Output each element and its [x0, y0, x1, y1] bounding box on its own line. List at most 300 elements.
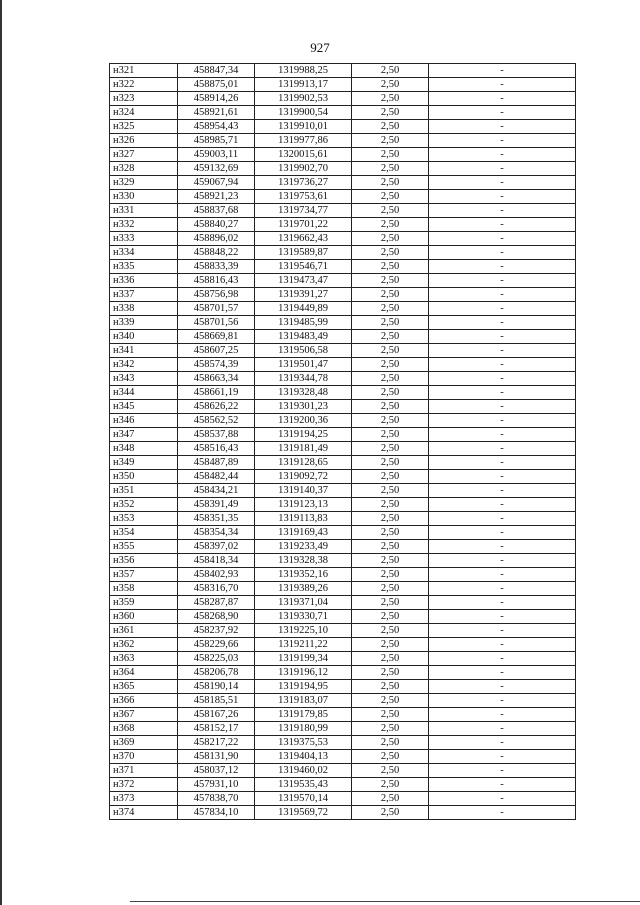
page-number: 927: [310, 40, 330, 55]
x-coordinate-cell: 458418,34: [178, 554, 255, 568]
description-cell: -: [429, 372, 576, 386]
accuracy-cell: 2,50: [352, 792, 429, 806]
x-coordinate-cell: 458131,90: [178, 750, 255, 764]
description-cell: -: [429, 428, 576, 442]
x-coordinate-cell: 458875,01: [178, 78, 255, 92]
point-name-cell: н338: [110, 302, 178, 316]
point-name-cell: н370: [110, 750, 178, 764]
y-coordinate-cell: 1319180,99: [255, 722, 352, 736]
description-cell: -: [429, 736, 576, 750]
x-coordinate-cell: 458487,89: [178, 456, 255, 470]
table-row: [110, 806, 576, 820]
table-row: [110, 302, 576, 316]
description-cell: -: [429, 344, 576, 358]
y-coordinate-cell: 1319535,43: [255, 778, 352, 792]
accuracy-cell: 2,50: [352, 64, 429, 78]
description-cell: -: [429, 78, 576, 92]
point-name-cell: н357: [110, 568, 178, 582]
table-row: [110, 162, 576, 176]
description-cell: -: [429, 190, 576, 204]
x-coordinate-cell: 458287,87: [178, 596, 255, 610]
y-coordinate-cell: 1319736,27: [255, 176, 352, 190]
point-name-cell: н368: [110, 722, 178, 736]
x-coordinate-cell: 458669,81: [178, 330, 255, 344]
table-row: [110, 694, 576, 708]
accuracy-cell: 2,50: [352, 694, 429, 708]
x-coordinate-cell: 458167,26: [178, 708, 255, 722]
x-coordinate-cell: 458756,98: [178, 288, 255, 302]
accuracy-cell: 2,50: [352, 204, 429, 218]
description-cell: -: [429, 638, 576, 652]
table-row: [110, 568, 576, 582]
y-coordinate-cell: 1319391,27: [255, 288, 352, 302]
description-cell: -: [429, 666, 576, 680]
accuracy-cell: 2,50: [352, 288, 429, 302]
y-coordinate-cell: 1319913,17: [255, 78, 352, 92]
description-cell: -: [429, 274, 576, 288]
table-row: [110, 512, 576, 526]
y-coordinate-cell: 1319328,38: [255, 554, 352, 568]
description-cell: -: [429, 176, 576, 190]
point-name-cell: н355: [110, 540, 178, 554]
x-coordinate-cell: 458397,02: [178, 540, 255, 554]
x-coordinate-cell: 458840,27: [178, 218, 255, 232]
accuracy-cell: 2,50: [352, 778, 429, 792]
accuracy-cell: 2,50: [352, 176, 429, 190]
x-coordinate-cell: 458921,23: [178, 190, 255, 204]
point-name-cell: н372: [110, 778, 178, 792]
table-row: [110, 442, 576, 456]
accuracy-cell: 2,50: [352, 78, 429, 92]
table-row: [110, 610, 576, 624]
table-row: [110, 638, 576, 652]
point-name-cell: н325: [110, 120, 178, 134]
y-coordinate-cell: 1319199,34: [255, 652, 352, 666]
x-coordinate-cell: 458896,02: [178, 232, 255, 246]
y-coordinate-cell: 1319344,78: [255, 372, 352, 386]
accuracy-cell: 2,50: [352, 666, 429, 680]
point-name-cell: н364: [110, 666, 178, 680]
accuracy-cell: 2,50: [352, 470, 429, 484]
y-coordinate-cell: 1319301,23: [255, 400, 352, 414]
description-cell: -: [429, 162, 576, 176]
table-row: [110, 358, 576, 372]
point-name-cell: н363: [110, 652, 178, 666]
accuracy-cell: 2,50: [352, 218, 429, 232]
table-row: [110, 176, 576, 190]
point-name-cell: н326: [110, 134, 178, 148]
x-coordinate-cell: 458152,17: [178, 722, 255, 736]
point-name-cell: н335: [110, 260, 178, 274]
point-name-cell: н352: [110, 498, 178, 512]
accuracy-cell: 2,50: [352, 736, 429, 750]
accuracy-cell: 2,50: [352, 372, 429, 386]
y-coordinate-cell: 1319196,12: [255, 666, 352, 680]
y-coordinate-cell: 1320015,61: [255, 148, 352, 162]
point-name-cell: н322: [110, 78, 178, 92]
y-coordinate-cell: 1319483,49: [255, 330, 352, 344]
y-coordinate-cell: 1319179,85: [255, 708, 352, 722]
description-cell: -: [429, 204, 576, 218]
point-name-cell: н343: [110, 372, 178, 386]
accuracy-cell: 2,50: [352, 316, 429, 330]
x-coordinate-cell: 458316,70: [178, 582, 255, 596]
y-coordinate-cell: 1319194,95: [255, 680, 352, 694]
accuracy-cell: 2,50: [352, 330, 429, 344]
x-coordinate-cell: 458607,25: [178, 344, 255, 358]
x-coordinate-cell: 458537,88: [178, 428, 255, 442]
x-coordinate-cell: 458268,90: [178, 610, 255, 624]
description-cell: -: [429, 750, 576, 764]
description-cell: -: [429, 288, 576, 302]
table-row: [110, 596, 576, 610]
table-row: [110, 78, 576, 92]
y-coordinate-cell: 1319546,71: [255, 260, 352, 274]
y-coordinate-cell: 1319404,13: [255, 750, 352, 764]
point-name-cell: н356: [110, 554, 178, 568]
y-coordinate-cell: 1319169,43: [255, 526, 352, 540]
x-coordinate-cell: 458921,61: [178, 106, 255, 120]
description-cell: -: [429, 806, 576, 820]
table-row: [110, 246, 576, 260]
y-coordinate-cell: 1319389,26: [255, 582, 352, 596]
description-cell: -: [429, 358, 576, 372]
y-coordinate-cell: 1319194,25: [255, 428, 352, 442]
table-row: [110, 666, 576, 680]
point-name-cell: н331: [110, 204, 178, 218]
point-name-cell: н340: [110, 330, 178, 344]
description-cell: -: [429, 330, 576, 344]
point-name-cell: н337: [110, 288, 178, 302]
x-coordinate-cell: 458954,43: [178, 120, 255, 134]
y-coordinate-cell: 1319753,61: [255, 190, 352, 204]
point-name-cell: н350: [110, 470, 178, 484]
point-name-cell: н346: [110, 414, 178, 428]
accuracy-cell: 2,50: [352, 302, 429, 316]
point-name-cell: н369: [110, 736, 178, 750]
table-row: [110, 414, 576, 428]
x-coordinate-cell: 458848,22: [178, 246, 255, 260]
point-name-cell: н321: [110, 64, 178, 78]
table-row: [110, 148, 576, 162]
description-cell: -: [429, 246, 576, 260]
accuracy-cell: 2,50: [352, 582, 429, 596]
x-coordinate-cell: 458816,43: [178, 274, 255, 288]
point-name-cell: н334: [110, 246, 178, 260]
accuracy-cell: 2,50: [352, 624, 429, 638]
x-coordinate-cell: 458402,93: [178, 568, 255, 582]
description-cell: -: [429, 694, 576, 708]
y-coordinate-cell: 1319211,22: [255, 638, 352, 652]
description-cell: -: [429, 120, 576, 134]
y-coordinate-cell: 1319092,72: [255, 470, 352, 484]
description-cell: -: [429, 624, 576, 638]
table-row: [110, 582, 576, 596]
point-name-cell: н371: [110, 764, 178, 778]
accuracy-cell: 2,50: [352, 806, 429, 820]
x-coordinate-cell: 458701,57: [178, 302, 255, 316]
point-name-cell: н327: [110, 148, 178, 162]
table-row: [110, 484, 576, 498]
description-cell: -: [429, 386, 576, 400]
bottom-rule: [130, 901, 640, 902]
table-row: [110, 204, 576, 218]
y-coordinate-cell: 1319128,65: [255, 456, 352, 470]
y-coordinate-cell: 1319233,49: [255, 540, 352, 554]
x-coordinate-cell: 458037,12: [178, 764, 255, 778]
accuracy-cell: 2,50: [352, 232, 429, 246]
accuracy-cell: 2,50: [352, 274, 429, 288]
x-coordinate-cell: 458914,26: [178, 92, 255, 106]
accuracy-cell: 2,50: [352, 708, 429, 722]
accuracy-cell: 2,50: [352, 554, 429, 568]
y-coordinate-cell: 1319501,47: [255, 358, 352, 372]
accuracy-cell: 2,50: [352, 260, 429, 274]
y-coordinate-cell: 1319473,47: [255, 274, 352, 288]
x-coordinate-cell: 457834,10: [178, 806, 255, 820]
accuracy-cell: 2,50: [352, 358, 429, 372]
description-cell: -: [429, 106, 576, 120]
table-row: [110, 134, 576, 148]
y-coordinate-cell: 1319589,87: [255, 246, 352, 260]
table-row: [110, 680, 576, 694]
x-coordinate-cell: 457931,10: [178, 778, 255, 792]
x-coordinate-cell: 458626,22: [178, 400, 255, 414]
point-name-cell: н336: [110, 274, 178, 288]
y-coordinate-cell: 1319569,72: [255, 806, 352, 820]
x-coordinate-cell: 458229,66: [178, 638, 255, 652]
point-name-cell: н344: [110, 386, 178, 400]
accuracy-cell: 2,50: [352, 596, 429, 610]
point-name-cell: н359: [110, 596, 178, 610]
table-row: [110, 288, 576, 302]
description-cell: -: [429, 64, 576, 78]
y-coordinate-cell: 1319181,49: [255, 442, 352, 456]
point-name-cell: н361: [110, 624, 178, 638]
point-name-cell: н328: [110, 162, 178, 176]
table-row: [110, 120, 576, 134]
description-cell: -: [429, 484, 576, 498]
y-coordinate-cell: 1319701,22: [255, 218, 352, 232]
table-row: [110, 386, 576, 400]
y-coordinate-cell: 1319900,54: [255, 106, 352, 120]
description-cell: -: [429, 526, 576, 540]
accuracy-cell: 2,50: [352, 764, 429, 778]
point-name-cell: н347: [110, 428, 178, 442]
table-row: [110, 232, 576, 246]
table-row: [110, 64, 576, 78]
x-coordinate-cell: 458663,34: [178, 372, 255, 386]
x-coordinate-cell: 458217,22: [178, 736, 255, 750]
x-coordinate-cell: 459132,69: [178, 162, 255, 176]
y-coordinate-cell: 1319449,89: [255, 302, 352, 316]
y-coordinate-cell: 1319375,53: [255, 736, 352, 750]
table-row: [110, 526, 576, 540]
point-name-cell: н332: [110, 218, 178, 232]
table-row: [110, 736, 576, 750]
x-coordinate-cell: 458354,34: [178, 526, 255, 540]
description-cell: -: [429, 316, 576, 330]
accuracy-cell: 2,50: [352, 400, 429, 414]
point-name-cell: н373: [110, 792, 178, 806]
description-cell: -: [429, 470, 576, 484]
y-coordinate-cell: 1319506,58: [255, 344, 352, 358]
y-coordinate-cell: 1319328,48: [255, 386, 352, 400]
accuracy-cell: 2,50: [352, 484, 429, 498]
point-name-cell: н366: [110, 694, 178, 708]
accuracy-cell: 2,50: [352, 134, 429, 148]
x-coordinate-cell: 457838,70: [178, 792, 255, 806]
accuracy-cell: 2,50: [352, 120, 429, 134]
description-cell: -: [429, 652, 576, 666]
table-row: [110, 624, 576, 638]
accuracy-cell: 2,50: [352, 680, 429, 694]
table-row: [110, 456, 576, 470]
description-cell: -: [429, 610, 576, 624]
x-coordinate-cell: 459067,94: [178, 176, 255, 190]
y-coordinate-cell: 1319902,53: [255, 92, 352, 106]
table-row: [110, 764, 576, 778]
table-row: [110, 722, 576, 736]
x-coordinate-cell: 458574,39: [178, 358, 255, 372]
table-row: [110, 750, 576, 764]
accuracy-cell: 2,50: [352, 526, 429, 540]
table-row: [110, 554, 576, 568]
description-cell: -: [429, 498, 576, 512]
accuracy-cell: 2,50: [352, 344, 429, 358]
description-cell: -: [429, 680, 576, 694]
point-name-cell: н362: [110, 638, 178, 652]
description-cell: -: [429, 708, 576, 722]
description-cell: -: [429, 260, 576, 274]
description-cell: -: [429, 134, 576, 148]
point-name-cell: н342: [110, 358, 178, 372]
accuracy-cell: 2,50: [352, 750, 429, 764]
point-name-cell: н374: [110, 806, 178, 820]
description-cell: -: [429, 764, 576, 778]
accuracy-cell: 2,50: [352, 568, 429, 582]
description-cell: -: [429, 596, 576, 610]
y-coordinate-cell: 1319460,02: [255, 764, 352, 778]
description-cell: -: [429, 582, 576, 596]
table-row: [110, 708, 576, 722]
point-name-cell: н324: [110, 106, 178, 120]
y-coordinate-cell: 1319977,86: [255, 134, 352, 148]
table-row: [110, 778, 576, 792]
x-coordinate-cell: 458847,34: [178, 64, 255, 78]
point-name-cell: н341: [110, 344, 178, 358]
table-row: [110, 792, 576, 806]
x-coordinate-cell: 458701,56: [178, 316, 255, 330]
x-coordinate-cell: 458661,19: [178, 386, 255, 400]
point-name-cell: н339: [110, 316, 178, 330]
table-row: [110, 274, 576, 288]
description-cell: -: [429, 400, 576, 414]
description-cell: -: [429, 302, 576, 316]
y-coordinate-cell: 1319330,71: [255, 610, 352, 624]
x-coordinate-cell: 458482,44: [178, 470, 255, 484]
point-name-cell: н349: [110, 456, 178, 470]
accuracy-cell: 2,50: [352, 610, 429, 624]
x-coordinate-cell: 458237,92: [178, 624, 255, 638]
coordinates-table-body: [110, 64, 576, 820]
accuracy-cell: 2,50: [352, 162, 429, 176]
table-row: [110, 400, 576, 414]
accuracy-cell: 2,50: [352, 148, 429, 162]
table-row: [110, 540, 576, 554]
description-cell: -: [429, 792, 576, 806]
y-coordinate-cell: 1319371,04: [255, 596, 352, 610]
description-cell: -: [429, 722, 576, 736]
x-coordinate-cell: 458434,21: [178, 484, 255, 498]
accuracy-cell: 2,50: [352, 106, 429, 120]
accuracy-cell: 2,50: [352, 428, 429, 442]
point-name-cell: н329: [110, 176, 178, 190]
x-coordinate-cell: 458225,03: [178, 652, 255, 666]
point-name-cell: н345: [110, 400, 178, 414]
point-name-cell: н358: [110, 582, 178, 596]
accuracy-cell: 2,50: [352, 638, 429, 652]
accuracy-cell: 2,50: [352, 190, 429, 204]
accuracy-cell: 2,50: [352, 92, 429, 106]
point-name-cell: н360: [110, 610, 178, 624]
point-name-cell: н333: [110, 232, 178, 246]
point-name-cell: н323: [110, 92, 178, 106]
y-coordinate-cell: 1319140,37: [255, 484, 352, 498]
x-coordinate-cell: 458391,49: [178, 498, 255, 512]
y-coordinate-cell: 1319902,70: [255, 162, 352, 176]
accuracy-cell: 2,50: [352, 512, 429, 526]
table-row: [110, 428, 576, 442]
description-cell: -: [429, 554, 576, 568]
accuracy-cell: 2,50: [352, 498, 429, 512]
point-name-cell: н348: [110, 442, 178, 456]
x-coordinate-cell: 458206,78: [178, 666, 255, 680]
table-row: [110, 470, 576, 484]
x-coordinate-cell: 458190,14: [178, 680, 255, 694]
table-row: [110, 652, 576, 666]
point-name-cell: н330: [110, 190, 178, 204]
x-coordinate-cell: 458837,68: [178, 204, 255, 218]
y-coordinate-cell: 1319570,14: [255, 792, 352, 806]
x-coordinate-cell: 458833,39: [178, 260, 255, 274]
y-coordinate-cell: 1319734,77: [255, 204, 352, 218]
table-row: [110, 190, 576, 204]
point-name-cell: н367: [110, 708, 178, 722]
y-coordinate-cell: 1319988,25: [255, 64, 352, 78]
description-cell: -: [429, 218, 576, 232]
description-cell: -: [429, 414, 576, 428]
point-name-cell: н354: [110, 526, 178, 540]
y-coordinate-cell: 1319113,83: [255, 512, 352, 526]
description-cell: -: [429, 232, 576, 246]
table-row: [110, 218, 576, 232]
y-coordinate-cell: 1319662,43: [255, 232, 352, 246]
description-cell: -: [429, 92, 576, 106]
x-coordinate-cell: 458562,52: [178, 414, 255, 428]
table-row: [110, 344, 576, 358]
table-row: [110, 106, 576, 120]
table-row: [110, 92, 576, 106]
y-coordinate-cell: 1319485,99: [255, 316, 352, 330]
table-row: [110, 260, 576, 274]
x-coordinate-cell: 458516,43: [178, 442, 255, 456]
accuracy-cell: 2,50: [352, 442, 429, 456]
scan-left-edge: [0, 0, 2, 905]
accuracy-cell: 2,50: [352, 414, 429, 428]
accuracy-cell: 2,50: [352, 386, 429, 400]
description-cell: -: [429, 778, 576, 792]
